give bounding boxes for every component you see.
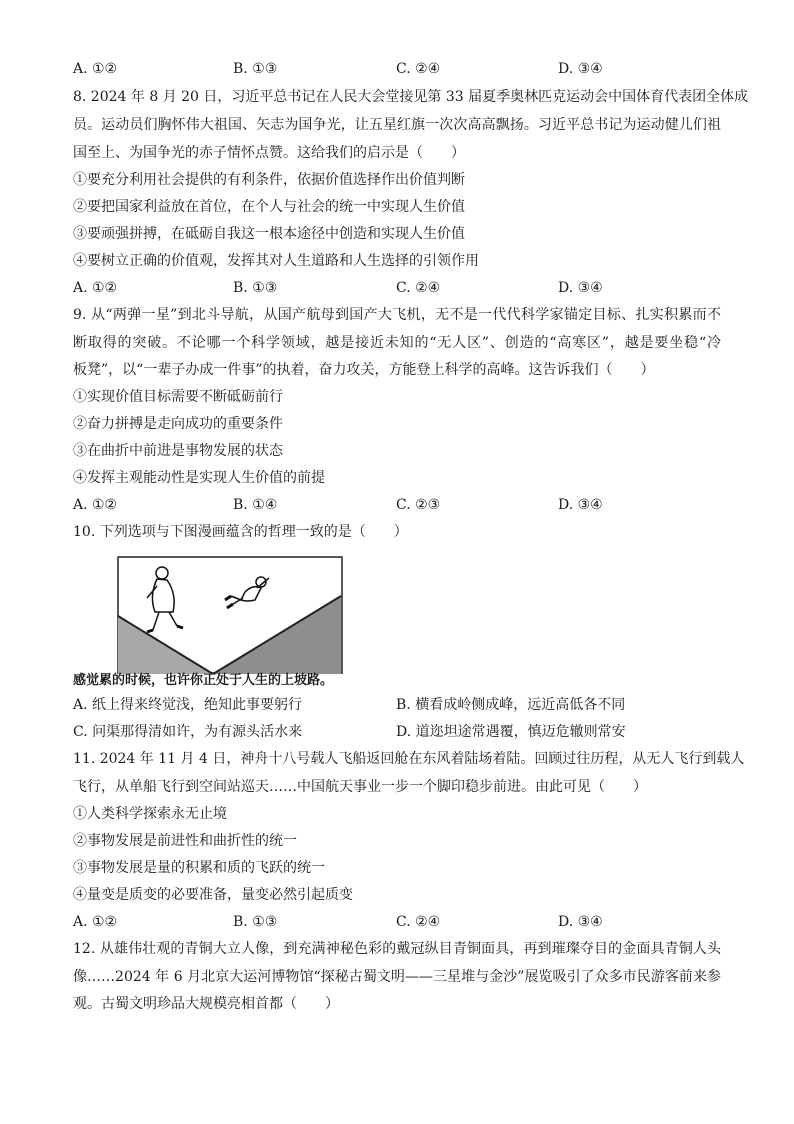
q10-stem: 10. 下列选项与下图漫画蕴含的哲理一致的是（ ） bbox=[73, 524, 408, 540]
q8-stem-line-2: 员。运动员们胸怀伟大祖国、矢志为国争光，让五星红旗一次次高高飘扬。习近平总书记为运动健儿们祖 bbox=[73, 117, 721, 133]
uphill-cartoon bbox=[73, 556, 343, 674]
q9-statement-1: ①实现价值目标需要不断砥砺前行 bbox=[73, 389, 283, 405]
q8-option-b: B. ①③ bbox=[233, 280, 278, 296]
q11-statement-3: ③事物发展是量的积累和质的飞跃的统一 bbox=[73, 860, 325, 876]
q11-option-b: B. ①③ bbox=[233, 914, 278, 930]
q7-options bbox=[73, 59, 723, 79]
q8-statement-2: ②要把国家利益放在首位，在个人与社会的统一中实现人生价值 bbox=[73, 199, 465, 215]
q11-option-c: C. ②④ bbox=[396, 914, 441, 930]
q8-stem-line-1: 8. 2024 年 8 月 20 日，习近平总书记在人民大会堂接见第 33 届夏季奥林匹克运动会中国体育代表团全体成 bbox=[73, 89, 749, 105]
q8-statement-3: ③要顽强拼搏，在砥砺自我这一根本途径中创造和实现人生价值 bbox=[73, 226, 465, 242]
q10-option-c: C. 问渠那得清如许，为有源头活水来 bbox=[73, 724, 303, 740]
q8-stem-line-3: 国至上、为国争光的赤子情怀点赞。这给我们的启示是（ ） bbox=[73, 145, 465, 161]
q8-statement-4: ④要树立正确的价值观，发挥其对人生道路和人生选择的引领作用 bbox=[73, 253, 479, 269]
q9-option-a: A. ①② bbox=[73, 497, 118, 513]
q11-stem-line-1: 11. 2024 年 11 月 4 日，神舟十八号载人飞船返回舱在东风着陆场着陆。回顾过往历程，从无人飞行到载人 bbox=[73, 751, 745, 767]
q9-statement-4: ④发挥主观能动性是实现人生价值的前提 bbox=[73, 470, 325, 486]
q12-stem-line-2: 像……2024 年 6 月北京大运河博物馆“探秘古蜀文明——三星堆与金沙”展览吸引了众多市民游客前来参 bbox=[73, 969, 721, 985]
q11-statement-1: ①人类科学探索永无止境 bbox=[73, 806, 227, 822]
q7-option-d: D. ③④ bbox=[558, 61, 603, 77]
q11-statement-4: ④量变是质变的必要准备，量变必然引起质变 bbox=[73, 887, 353, 903]
q11-options bbox=[73, 912, 723, 932]
q7-option-a: A. ①② bbox=[73, 61, 118, 77]
q9-statement-2: ②奋力拼搏是走向成功的重要条件 bbox=[73, 416, 283, 432]
q10-option-b: B. 横看成岭侧成峰，远近高低各不同 bbox=[396, 697, 626, 713]
q11-option-d: D. ③④ bbox=[558, 914, 603, 930]
q12-stem-line-1: 12. 从雄伟壮观的青铜大立人像，到充满神秘色彩的戴冠纵目青铜面具，再到璀璨夺目的金面具青铜人头 bbox=[73, 941, 721, 957]
q10-option-a: A. 纸上得来终觉浅，绝知此事要躬行 bbox=[73, 697, 303, 713]
cartoon-caption: 感觉累的时候，也许你正处于人生的上坡路。 bbox=[73, 673, 334, 688]
q7-option-b: B. ①③ bbox=[233, 61, 278, 77]
q11-statement-2: ②事物发展是前进性和曲折性的统一 bbox=[73, 833, 297, 849]
q9-option-b: B. ①④ bbox=[233, 497, 278, 513]
q7-option-c: C. ②④ bbox=[396, 61, 441, 77]
q11-option-a: A. ①② bbox=[73, 914, 118, 930]
q8-option-a: A. ①② bbox=[73, 280, 118, 296]
q9-option-d: D. ③④ bbox=[558, 497, 603, 513]
q8-statement-1: ①要充分利用社会提供的有利条件，依据价值选择作出价值判断 bbox=[73, 172, 465, 188]
q9-option-c: C. ②③ bbox=[396, 497, 441, 513]
q8-options bbox=[73, 278, 723, 298]
q9-options bbox=[73, 495, 723, 515]
q9-stem-line-2: 断取得的突破。不论哪一个科学领域，越是接近未知的“无人区”、创造的“高寒区”，越是要坐稳“冷 bbox=[73, 335, 721, 351]
q9-stem-line-3: 板凳”，以“一辈子办成一件事”的执着，奋力攻关，方能登上科学的高峰。这告诉我们（ ） bbox=[73, 362, 655, 378]
q8-option-c: C. ②④ bbox=[396, 280, 441, 296]
q12-stem-line-3: 观。古蜀文明珍品大规模亮相首都（ ） bbox=[73, 996, 339, 1012]
q8-option-d: D. ③④ bbox=[558, 280, 603, 296]
q9-stem-line-1: 9. 从“两弹一星”到北斗导航，从国产航母到国产大飞机，无不是一代代科学家锚定目标、扎实积累而不 bbox=[73, 307, 721, 323]
q10-option-d: D. 道迩坦途常遇覆，慎迈危辙则常安 bbox=[396, 724, 626, 740]
q11-stem-line-2: 飞行，从单船飞行到空间站巡天……中国航天事业一步一个脚印稳步前进。由此可见（ ） bbox=[73, 779, 647, 795]
q9-statement-3: ③在曲折中前进是事物发展的状态 bbox=[73, 443, 283, 459]
